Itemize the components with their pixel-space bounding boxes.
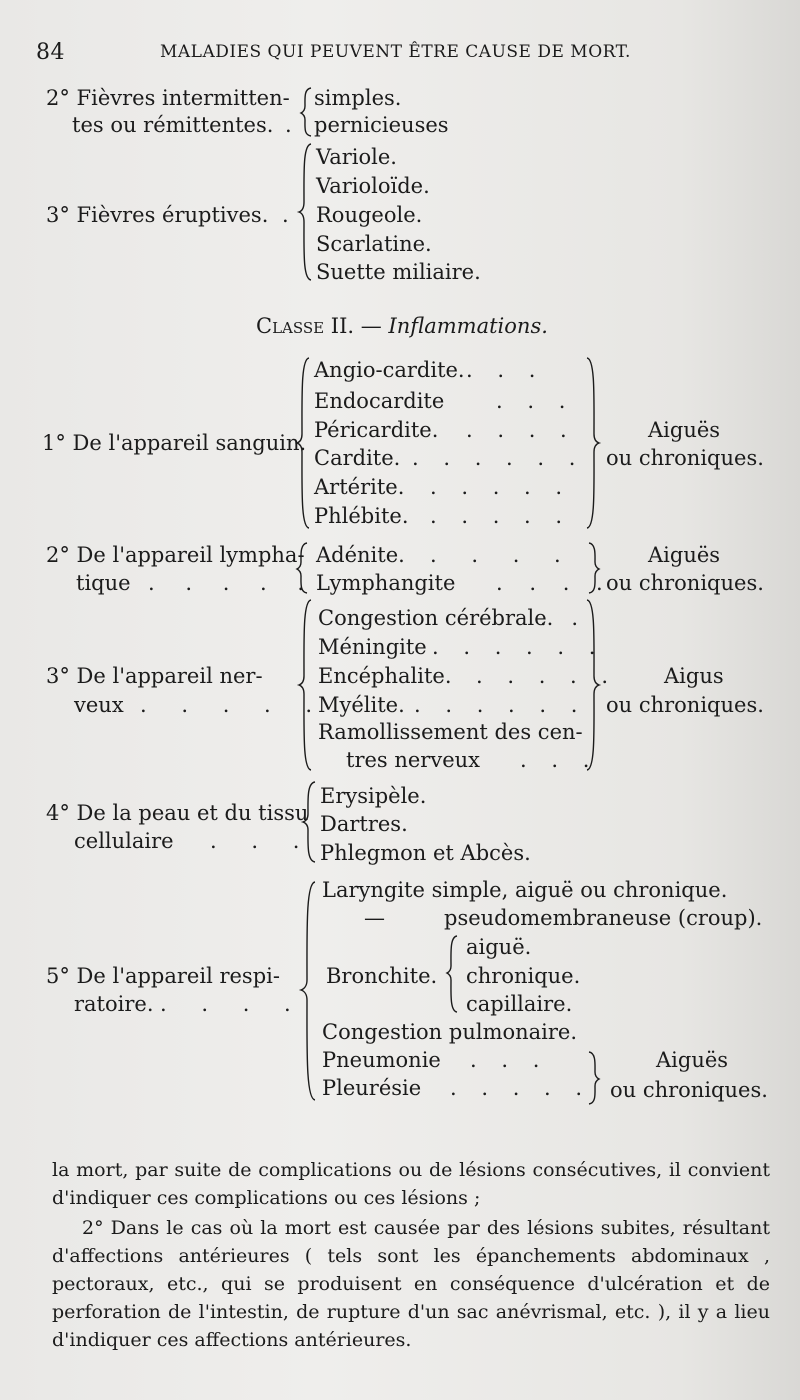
respiratoire-label-2: ratoire. [74, 992, 154, 1016]
list-item: Scarlatine. [316, 232, 432, 256]
list-item: Pleurésie [322, 1076, 422, 1100]
leader-dots: . . . . [160, 992, 305, 1016]
leader-dots: . . [540, 606, 588, 630]
peau-label-1: 4° De la peau et du tissu [46, 801, 309, 825]
leader-dots: . . . [496, 389, 575, 413]
brace [586, 598, 600, 772]
list-item: Variole. [316, 145, 397, 169]
sanguin-result-1: Aiguës [648, 418, 721, 442]
leader-dots: . . . [470, 1048, 549, 1072]
list-item: simples. [314, 86, 402, 110]
classe-heading [256, 316, 548, 337]
list-item: Pneumonie [322, 1048, 441, 1072]
list-item: Bronchite. [326, 964, 438, 988]
leader-dots: . . . . . [140, 693, 327, 717]
leader-dots: . . . . . . [412, 446, 585, 470]
respiratoire-result-2: ou chroniques. [610, 1078, 768, 1102]
leader-dots: . . . . . [148, 571, 317, 595]
list-item: Varioloïde. [316, 174, 430, 198]
nerveux-label-2: veux [74, 693, 124, 717]
leader-dots: . . . [520, 748, 599, 772]
sanguin-label: 1° De l'appareil sanguin. [42, 431, 307, 455]
brace [588, 1050, 600, 1106]
leader-dots: . . . . . . [414, 693, 587, 717]
leader-dots: . . . [466, 358, 545, 382]
nerveux-result-2: ou chroniques. [606, 693, 764, 717]
leader-dots: . . . . [430, 543, 575, 567]
nerveux-result-1: Aigus [664, 664, 724, 688]
respiratoire-result-1: Aiguës [656, 1048, 729, 1072]
leader-dots: . [285, 113, 292, 137]
leader-dots: . . . . . [430, 504, 572, 528]
classe-title: Inflammations. [388, 314, 548, 338]
brace [298, 142, 312, 282]
sanguin-result-2: ou chroniques. [606, 446, 764, 470]
list-item: Myélite. [318, 693, 405, 717]
list-item: Dartres. [320, 812, 408, 836]
classe-dash: — [360, 314, 382, 338]
leader-dots: . . . . . . [432, 635, 605, 659]
leader-dots: . . . . [466, 418, 576, 442]
list-item: Péricardite. [314, 418, 439, 442]
list-item: Rougeole. [316, 203, 423, 227]
list-item: Congestion cérébrale. [318, 606, 554, 630]
list-item: Laryngite simple, aiguë ou chronique. [322, 878, 728, 902]
brace [300, 86, 312, 138]
list-item: aiguë. [466, 935, 532, 959]
lymphatique-result-2: ou chroniques. [606, 571, 764, 595]
paragraph-text: 2° Dans le cas où la mort est causée par des lésions subites, résultant d'affections antérieures ( tels sont les épanchements abdominaux , pectoraux, etc., qui se produisent en conséquence d'ulcération et de perforation de l'intestin, de rupture d'un sac anévrismal, etc. ), il y a lieu d'indiquer ces affections antérieures. [52, 1217, 770, 1351]
brace [296, 541, 308, 595]
brace [446, 934, 458, 1014]
list-item: tres nerveux [346, 748, 481, 772]
list-item: Lymphangite [316, 571, 456, 595]
brace [296, 356, 310, 530]
list-item: Adénite. [316, 543, 405, 567]
fievres-intermittentes-label-1: 2° Fièvres intermitten- [46, 86, 290, 110]
list-item: Phlébite. [314, 504, 409, 528]
fievres-intermittentes-label-2: tes ou rémittentes. [72, 113, 274, 137]
leader-dots: . . . [210, 829, 314, 853]
leader-dots: . . . . . [430, 475, 572, 499]
paragraph-2 [52, 1214, 770, 1354]
leader-dots: . [282, 203, 289, 227]
leader-dots: . . . . [496, 571, 613, 595]
list-item: Phlegmon et Abcès. [320, 841, 531, 865]
lymphatique-label-1: 2° De l'appareil lympha- [46, 543, 305, 567]
list-item: capillaire. [466, 992, 573, 1016]
list-item: pseudomembraneuse (croup). [444, 906, 763, 930]
running-title: MALADIES QUI PEUVENT ÊTRE CAUSE DE MORT. [160, 42, 631, 62]
lymphatique-label-2: tique [76, 571, 131, 595]
brace [298, 598, 312, 772]
list-item: Méningite [318, 635, 427, 659]
brace [302, 780, 316, 864]
leader-dots: . . . . . [476, 664, 618, 688]
leader-dots: . . . . . [450, 1076, 592, 1100]
list-item: Ramollissement des cen- [318, 720, 583, 744]
brace [300, 880, 316, 1102]
list-item: Angio-cardite. [314, 358, 465, 382]
list-item-dash: — [364, 906, 385, 930]
list-item: Congestion pulmonaire. [322, 1020, 578, 1044]
list-item: chronique. [466, 964, 581, 988]
classe-label: Classe II. [256, 314, 355, 338]
list-item: Endocardite [314, 389, 445, 413]
paragraph-1 [52, 1156, 770, 1212]
list-item: Artérite. [314, 475, 405, 499]
brace [588, 541, 600, 595]
fievres-eruptives-label: 3° Fièvres éruptives. [46, 203, 269, 227]
page-number: 84 [36, 40, 65, 65]
brace [586, 356, 600, 530]
list-item: Suette miliaire. [316, 260, 481, 284]
list-item: Erysipèle. [320, 784, 427, 808]
list-item: Cardite. [314, 446, 401, 470]
paragraph-text: la mort, par suite de complications ou de lésions consécutives, il convient d'indiquer ces complications ou ces lésions ; [52, 1159, 770, 1209]
peau-label-2: cellulaire [74, 829, 174, 853]
respiratoire-label-1: 5° De l'appareil respi- [46, 964, 280, 988]
nerveux-label-1: 3° De l'appareil ner- [46, 664, 263, 688]
list-item: Encéphalite. [318, 664, 452, 688]
lymphatique-result-1: Aiguës [648, 543, 721, 567]
list-item: pernicieuses [314, 113, 449, 137]
